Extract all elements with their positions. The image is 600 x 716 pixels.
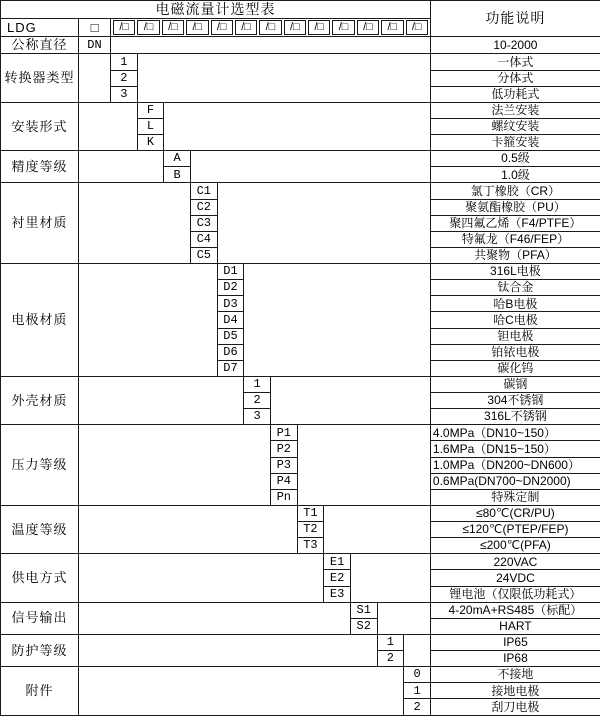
empty-cell [164, 102, 431, 150]
function-desc-cell: 1.0级 [430, 167, 600, 183]
code-cell: 1 [244, 376, 271, 392]
category-label: 精度等级 [1, 151, 79, 183]
function-desc-cell: 4-20mA+RS485（标配） [430, 602, 600, 618]
model-segment-box: /□ [406, 20, 428, 35]
function-desc-cell: 220VAC [430, 554, 600, 570]
code-cell: 2 [244, 393, 271, 409]
empty-cell [137, 54, 430, 102]
empty-cell [270, 376, 430, 424]
function-desc-cell: IP68 [430, 651, 600, 667]
model-segment-box: /□ [357, 20, 379, 35]
category-label: 供电方式 [1, 554, 79, 602]
function-desc-cell: 特氟龙（F46/FEP） [430, 231, 600, 247]
function-desc-cell: 316L不锈钢 [430, 409, 600, 425]
function-desc-cell: ≤200℃(PFA) [430, 538, 600, 554]
empty-cell [79, 667, 404, 716]
empty-cell [79, 376, 244, 424]
code-cell: D7 [217, 360, 244, 376]
code-cell: 2 [111, 70, 138, 86]
code-cell: D4 [217, 312, 244, 328]
empty-cell [79, 183, 191, 264]
code-cell: 1 [377, 634, 404, 650]
empty-cell [79, 54, 111, 102]
code-cell: DN [79, 37, 111, 54]
code-cell: E3 [324, 586, 351, 602]
function-desc-cell: 碳钢 [430, 376, 600, 392]
empty-cell [79, 602, 351, 634]
code-cell: D6 [217, 344, 244, 360]
code-cell: C5 [190, 247, 217, 263]
code-cell: 0 [404, 667, 431, 683]
code-cell: T2 [297, 522, 324, 538]
category-label: 附件 [1, 667, 79, 716]
model-prefix: LDG [1, 19, 79, 37]
code-cell: 1 [111, 54, 138, 70]
function-desc-cell: 卡箍安装 [430, 135, 600, 151]
model-segment-box: /□ [137, 20, 159, 35]
empty-cell [297, 425, 430, 506]
code-cell: C3 [190, 215, 217, 231]
model-segment-box: /□ [381, 20, 403, 35]
function-desc-cell: 4.0MPa（DN10~150） [430, 425, 600, 441]
empty-cell [79, 102, 138, 150]
model-segment-box: /□ [162, 20, 184, 35]
empty-cell [111, 37, 431, 54]
category-label: 防护等级 [1, 634, 79, 666]
code-cell: D2 [217, 280, 244, 296]
function-desc-cell: 接地电极 [430, 683, 600, 699]
empty-cell [377, 602, 430, 634]
function-desc-cell: ≤80℃(CR/PU) [430, 505, 600, 521]
function-desc-cell: 一体式 [430, 54, 600, 70]
function-desc-cell: 法兰安装 [430, 102, 600, 118]
function-desc-cell: 聚四氟乙烯（F4/PTFE） [430, 215, 600, 231]
code-cell: 2 [404, 699, 431, 716]
function-desc-cell: 铂铱电极 [430, 344, 600, 360]
model-segment-box: /□ [284, 20, 306, 35]
code-cell: B [164, 167, 191, 183]
code-cell: S2 [350, 618, 377, 634]
code-cell: P3 [270, 457, 297, 473]
table-row [1, 1, 600, 19]
category-label: 衬里材质 [1, 183, 79, 264]
code-cell: C1 [190, 183, 217, 199]
table-row [1, 37, 600, 54]
code-cell: L [137, 118, 164, 134]
code-cell: C2 [190, 199, 217, 215]
code-cell: K [137, 135, 164, 151]
category-label: 温度等级 [1, 505, 79, 553]
empty-cell [79, 151, 164, 183]
function-desc-cell: 0.6MPa(DN700~DN2000) [430, 473, 600, 489]
function-desc-cell: 哈B电极 [430, 296, 600, 312]
code-cell: E1 [324, 554, 351, 570]
code-cell: D3 [217, 296, 244, 312]
category-label: 安装形式 [1, 102, 79, 150]
function-desc-cell: 刮刀电极 [430, 699, 600, 716]
table-row [1, 102, 600, 118]
function-desc-cell: 螺纹安装 [430, 118, 600, 134]
function-desc-cell: ≤120℃(PTEP/FEP) [430, 522, 600, 538]
model-segment-box: /□ [186, 20, 208, 35]
code-cell: A [164, 151, 191, 167]
category-label: 信号输出 [1, 602, 79, 634]
function-desc-cell: 钛合金 [430, 280, 600, 296]
function-desc-cell: 低功耗式 [430, 86, 600, 102]
category-label: 电极材质 [1, 264, 79, 377]
function-desc-cell: 24VDC [430, 570, 600, 586]
table-row [1, 183, 600, 199]
code-cell: 3 [111, 86, 138, 102]
empty-cell [190, 151, 430, 183]
code-cell: D1 [217, 264, 244, 280]
table-row [1, 425, 600, 441]
code-cell: P1 [270, 425, 297, 441]
model-segment-box: /□ [259, 20, 281, 35]
category-label: 外壳材质 [1, 376, 79, 424]
function-desc-cell: 钽电极 [430, 328, 600, 344]
model-segment-box: /□ [211, 20, 233, 35]
function-desc-cell: 不接地 [430, 667, 600, 683]
function-desc-cell: 分体式 [430, 70, 600, 86]
function-desc-cell: 聚氨酯橡胶（PU） [430, 199, 600, 215]
empty-cell [79, 264, 218, 377]
table-row [1, 376, 600, 392]
model-segment-box: /□ [332, 20, 354, 35]
function-desc-cell: HART [430, 618, 600, 634]
model-segment-box: /□ [308, 20, 330, 35]
table-row [1, 151, 600, 167]
code-cell: 1 [404, 683, 431, 699]
table-row [1, 667, 600, 683]
empty-cell [79, 554, 324, 602]
code-cell: T3 [297, 538, 324, 554]
function-desc-cell: 304不锈钢 [430, 393, 600, 409]
code-cell: D5 [217, 328, 244, 344]
code-cell: P4 [270, 473, 297, 489]
empty-cell [79, 505, 298, 553]
empty-cell [244, 264, 431, 377]
code-cell: T1 [297, 505, 324, 521]
function-desc-cell: 特殊定制 [430, 489, 600, 505]
table-row [1, 505, 600, 521]
table-row [1, 634, 600, 650]
function-desc-cell: 哈C电极 [430, 312, 600, 328]
empty-cell [324, 505, 431, 553]
function-desc-cell: 锂电池（仅限低功耗式） [430, 586, 600, 602]
code-cell: S1 [350, 602, 377, 618]
model-code-boxes-cell [111, 19, 431, 37]
table-row [1, 54, 600, 70]
table-row [1, 602, 600, 618]
function-desc-cell: IP65 [430, 634, 600, 650]
empty-cell [79, 634, 378, 666]
empty-cell [79, 425, 271, 506]
function-desc-cell: 氯丁橡胶（CR） [430, 183, 600, 199]
model-base-box-cell: □ [79, 19, 111, 37]
function-desc-cell: 10-2000 [430, 37, 600, 54]
code-cell: P2 [270, 441, 297, 457]
model-code-boxes [112, 20, 429, 35]
table-title: 电磁流量计选型表 [1, 1, 431, 19]
code-cell: E2 [324, 570, 351, 586]
table-row [1, 264, 600, 280]
empty-cell [217, 183, 430, 264]
code-cell: Pn [270, 489, 297, 505]
category-label: 压力等级 [1, 425, 79, 506]
table-row [1, 554, 600, 570]
function-desc-cell: 1.6MPa（DN15~150） [430, 441, 600, 457]
code-cell: 3 [244, 409, 271, 425]
category-label: 公称直径 [1, 37, 79, 54]
empty-cell [350, 554, 430, 602]
code-cell: C4 [190, 231, 217, 247]
function-desc-cell: 0.5级 [430, 151, 600, 167]
function-desc-cell: 316L电极 [430, 264, 600, 280]
function-desc-cell: 碳化钨 [430, 360, 600, 376]
function-column-header: 功能说明 [430, 1, 600, 37]
code-cell: 2 [377, 651, 404, 667]
category-label: 转换器类型 [1, 54, 79, 102]
function-desc-cell: 1.0MPa（DN200~DN600） [430, 457, 600, 473]
code-cell: F [137, 102, 164, 118]
model-segment-box: /□ [113, 20, 135, 35]
empty-cell [404, 634, 431, 666]
function-desc-cell: 共聚物（PFA） [430, 247, 600, 263]
model-segment-box: /□ [235, 20, 257, 35]
